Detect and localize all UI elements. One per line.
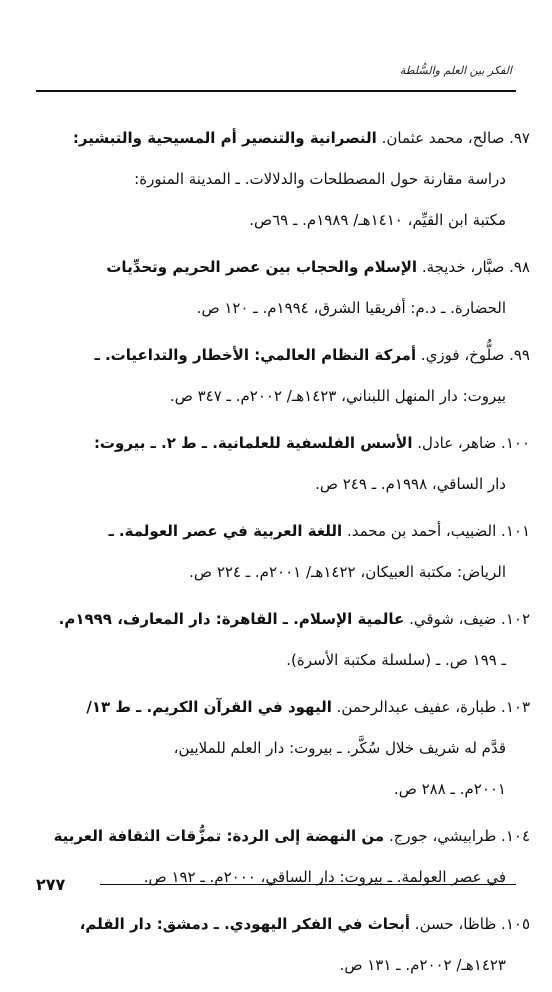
entry-title: من النهضة إلى الردة: تمزُّقات الثقافة العربية bbox=[53, 827, 385, 845]
bibliography-entry bbox=[30, 118, 530, 241]
page-number: ٢٧٧ bbox=[36, 875, 69, 894]
entry-continuation: دراسة مقارنة حول المصطلحات والدلالات. ـ المدينة المنورة: bbox=[134, 170, 506, 188]
entry-continuation: الرياض: مكتبة العبيكان، ١٤٢٢هـ/ ٢٠٠١م. ـ ٢٢٤ ص. bbox=[189, 563, 506, 581]
entry-title: الأسس الفلسفية للعلمانية. ـ ط ٢. ـ بيروت: bbox=[93, 434, 413, 452]
entry-continuation: ـ ١٩٩ ص. ـ (سلسلة مكتبة الأسرة). bbox=[286, 651, 506, 669]
entry-first-line bbox=[30, 687, 530, 728]
entry-author: صالح، محمد عثمان. bbox=[381, 129, 505, 147]
entry-first-line bbox=[30, 904, 530, 945]
bibliography-entry bbox=[30, 335, 530, 417]
entry-title: أبحاث في الفكر اليهودي. ـ دمشق: دار القلم، bbox=[79, 915, 411, 933]
bibliography-entry bbox=[30, 247, 530, 329]
entry-continuation: بيروت: دار المنهل اللبناني، ١٤٢٣هـ/ ٢٠٠٢م. ـ ٣٤٧ ص. bbox=[169, 387, 506, 405]
bibliography-entry bbox=[30, 904, 530, 986]
entry-number: ١٠١. bbox=[501, 522, 530, 540]
entry-number: ٩٩. bbox=[509, 346, 530, 364]
entry-author: طبارة، عفيف عبدالرحمن. bbox=[336, 698, 497, 716]
entry-title: عالمية الإسلام. ـ القاهرة: دار المعارف، ١٩٩٩م. bbox=[58, 610, 405, 628]
entry-author: ضيف، شوقي. bbox=[409, 610, 497, 628]
entry-continuation: مكتبة ابن القيِّم، ١٤١٠هـ/ ١٩٨٩م. ـ ٦٩ص. bbox=[249, 211, 506, 229]
running-head: الفكر بين العلم والسُّلطة bbox=[399, 64, 512, 77]
entry-author: صبَّار، خديجة. bbox=[421, 258, 505, 276]
bibliography-entry bbox=[30, 816, 530, 898]
entry-author: الضبيب، أحمد بن محمد. bbox=[346, 522, 497, 540]
entry-first-line bbox=[30, 816, 530, 857]
entry-title: أمركة النظام العالمي: الأخطار والتداعيات. ـ bbox=[94, 346, 417, 364]
entry-continuation: قدَّم له شريف خلال سُكَّر. ـ بيروت: دار العلم للملايين، bbox=[173, 739, 506, 757]
entry-first-line bbox=[30, 335, 530, 376]
entry-first-line bbox=[30, 118, 530, 159]
entry-author: ظاظا، حسن. bbox=[414, 915, 497, 933]
entry-title: الإسلام والحجاب بين عصر الحريم وتحدِّيات bbox=[106, 258, 418, 276]
entry-first-line bbox=[30, 247, 530, 288]
entry-number: ٩٨. bbox=[509, 258, 530, 276]
entry-continuation: ٢٠٠١م. ـ ٢٨٨ ص. bbox=[393, 780, 506, 798]
entry-title: اليهود في القرآن الكريم. ـ ط ١٣/ bbox=[86, 698, 332, 716]
bibliography-list bbox=[30, 118, 530, 992]
entry-continuation: الحضارة. ـ د.م: أفريقيا الشرق، ١٩٩٤م. ـ ١٢٠ ص. bbox=[196, 299, 506, 317]
bibliography-entry bbox=[30, 687, 530, 810]
bibliography-entry bbox=[30, 599, 530, 681]
entry-number: ١٠٤. bbox=[501, 827, 530, 845]
entry-title: النصرانية والتنصير أم المسيحية والتبشير: bbox=[72, 129, 377, 147]
entry-author: ضاهر، عادل. bbox=[417, 434, 497, 452]
entry-title: اللغة العربية في عصر العولمة. ـ bbox=[108, 522, 343, 540]
entry-number: ١٠٣. bbox=[501, 698, 530, 716]
entry-first-line bbox=[30, 423, 530, 464]
entry-author: صلُّوخ، فوزي. bbox=[420, 346, 505, 364]
entry-author: طرابيشي، جورج. bbox=[388, 827, 497, 845]
entry-number: ٩٧. bbox=[509, 129, 530, 147]
entry-number: ١٠٥. bbox=[501, 915, 530, 933]
bibliography-entry bbox=[30, 511, 530, 593]
bibliography-entry bbox=[30, 423, 530, 505]
footer-rule bbox=[100, 884, 516, 885]
entry-continuation: في عصر العولمة. ـ بيروت: دار الساقي، ٢٠٠٠م. ـ ١٩٢ ص. bbox=[143, 868, 506, 886]
entry-continuation: دار الساقي، ١٩٩٨م. ـ ٢٤٩ ص. bbox=[315, 475, 506, 493]
entry-number: ١٠٠. bbox=[501, 434, 530, 452]
entry-number: ١٠٢. bbox=[501, 610, 530, 628]
entry-first-line bbox=[30, 599, 530, 640]
entry-continuation: ١٤٢٣هـ/ ٢٠٠٢م. ـ ١٣١ ص. bbox=[339, 956, 506, 974]
entry-first-line bbox=[30, 511, 530, 552]
header-rule bbox=[36, 90, 516, 92]
